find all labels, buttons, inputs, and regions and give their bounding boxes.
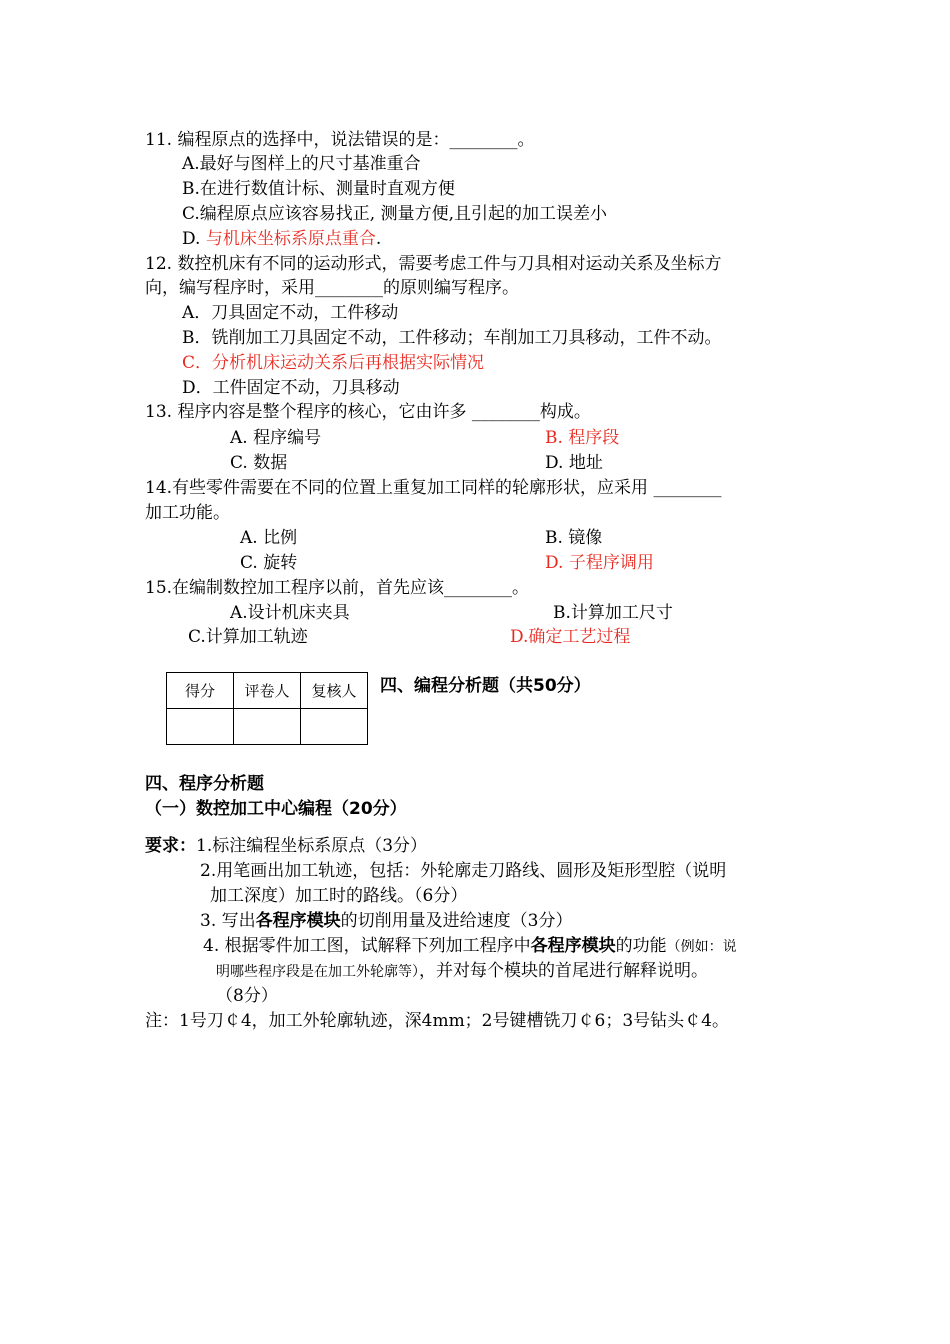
- requirement-4-rest: ，并对每个模块的首尾进行解释说明。: [419, 961, 708, 981]
- q12-stem-line1: 12. 数控机床有不同的运动形式，需要考虑工件与刀具相对运动关系及坐标方: [145, 254, 722, 274]
- q15-stem: 15.在编制数控加工程序以前，首先应该________。: [145, 578, 530, 598]
- score-table-entry-row: [167, 709, 368, 745]
- q11-option-d-label: D.: [182, 229, 206, 249]
- q15-option-a: A.设计机床夹具: [230, 603, 350, 623]
- q13-option-c: C. 数据: [230, 453, 288, 473]
- q15-option-c: C.计算加工轨迹: [188, 627, 308, 647]
- q11-option-a: A.最好与图样上的尺寸基准重合: [182, 154, 421, 174]
- q11-answer: 与机床坐标系原点重合: [205, 229, 376, 249]
- q13-stem: 13. 程序内容是整个程序的核心，它由许多 ________构成。: [145, 402, 591, 422]
- q12-option-b: B．铣削加工刀具固定不动，工件移动；车削加工刀具移动，工件不动。: [182, 328, 722, 348]
- score-header-grader: 评卷人: [234, 673, 301, 709]
- requirement-4-post: 的功能: [615, 936, 667, 956]
- score-table-header-row: [167, 673, 368, 709]
- requirement-3-bold: 各程序模块: [255, 911, 341, 931]
- q14-stem-line2: 加工功能。: [145, 503, 230, 523]
- q14-option-d-answer: D. 子程序调用: [545, 553, 654, 573]
- requirement-4-line3: （8分）: [216, 986, 278, 1006]
- q15-option-b: B.计算加工尺寸: [553, 603, 673, 623]
- sub-title: （一）数控加工中心编程（20分）: [145, 799, 407, 819]
- requirement-2-line1: 2.用笔画出加工轨迹，包括：外轮廓走刀路线、圆形及矩形型腔（说明: [200, 861, 727, 881]
- q13-option-b-answer: B. 程序段: [545, 428, 620, 448]
- score-cell-grader[interactable]: [234, 709, 301, 745]
- q14-stem-line1: 14.有些零件需要在不同的位置上重复加工同样的轮廓形状，应采用 ________: [145, 478, 722, 498]
- score-table: [166, 672, 368, 745]
- score-cell-score[interactable]: [167, 709, 234, 745]
- requirements-label: 要求：: [145, 836, 196, 856]
- requirement-1: [145, 834, 427, 858]
- requirement-4-line1: [203, 934, 737, 959]
- requirement-3: [200, 909, 572, 933]
- requirement-4-pre: 4. 根据零件加工图，试解释下列加工程序中: [203, 936, 531, 956]
- requirement-4-line2: [216, 959, 708, 984]
- requirement-3-post: 的切削用量及进给速度（3分）: [340, 911, 573, 931]
- q11-option-c: C.编程原点应该容易找正, 测量方便,且引起的加工误差小: [182, 204, 608, 224]
- q12-option-d: D．工件固定不动，刀具移动: [182, 378, 400, 398]
- q13-option-d: D. 地址: [545, 453, 603, 473]
- q12-stem-line2: 向，编写程序时，采用________的原则编写程序。: [145, 278, 519, 298]
- q13-option-a: A. 程序编号: [230, 428, 322, 448]
- requirement-1-text: 1.标注编程坐标系原点（3分）: [196, 836, 428, 856]
- q11-option-d-end: .: [375, 229, 382, 249]
- requirement-4-example: （例如：说: [666, 939, 737, 955]
- requirement-3-pre: 3. 写出: [200, 911, 256, 931]
- score-header-reviewer: 复核人: [301, 673, 368, 709]
- q14-option-c: C. 旋转: [240, 553, 298, 573]
- section4-title: 四、编程分析题（共50分）: [380, 676, 591, 696]
- score-header-score: 得分: [167, 673, 234, 709]
- score-cell-reviewer[interactable]: [301, 709, 368, 745]
- part-title: 四、程序分析题: [145, 774, 264, 794]
- q11-stem: 11. 编程原点的选择中，说法错误的是：________。: [145, 130, 535, 150]
- q15-option-d-answer: D.确定工艺过程: [510, 627, 631, 647]
- requirement-4-bold: 各程序模块: [530, 936, 616, 956]
- q12-option-a: A．刀具固定不动，工件移动: [182, 303, 399, 323]
- note: 注：1号刀￠4，加工外轮廓轨迹，深4mm；2号键槽铣刀￠6；3号钻头￠4。: [145, 1011, 729, 1031]
- requirement-4-example-cont: 明哪些程序段是在加工外轮廓等）: [216, 964, 419, 980]
- requirement-2-line2: 加工深度）加工时的路线。（6分）: [210, 886, 468, 906]
- q12-option-c-answer: C．分析机床运动关系后再根据实际情况: [182, 353, 485, 373]
- q11-option-b: B.在进行数值计标、测量时直观方便: [182, 179, 455, 199]
- q11-option-d: [182, 227, 381, 251]
- q14-option-b: B. 镜像: [545, 528, 603, 548]
- q14-option-a: A. 比例: [240, 528, 298, 548]
